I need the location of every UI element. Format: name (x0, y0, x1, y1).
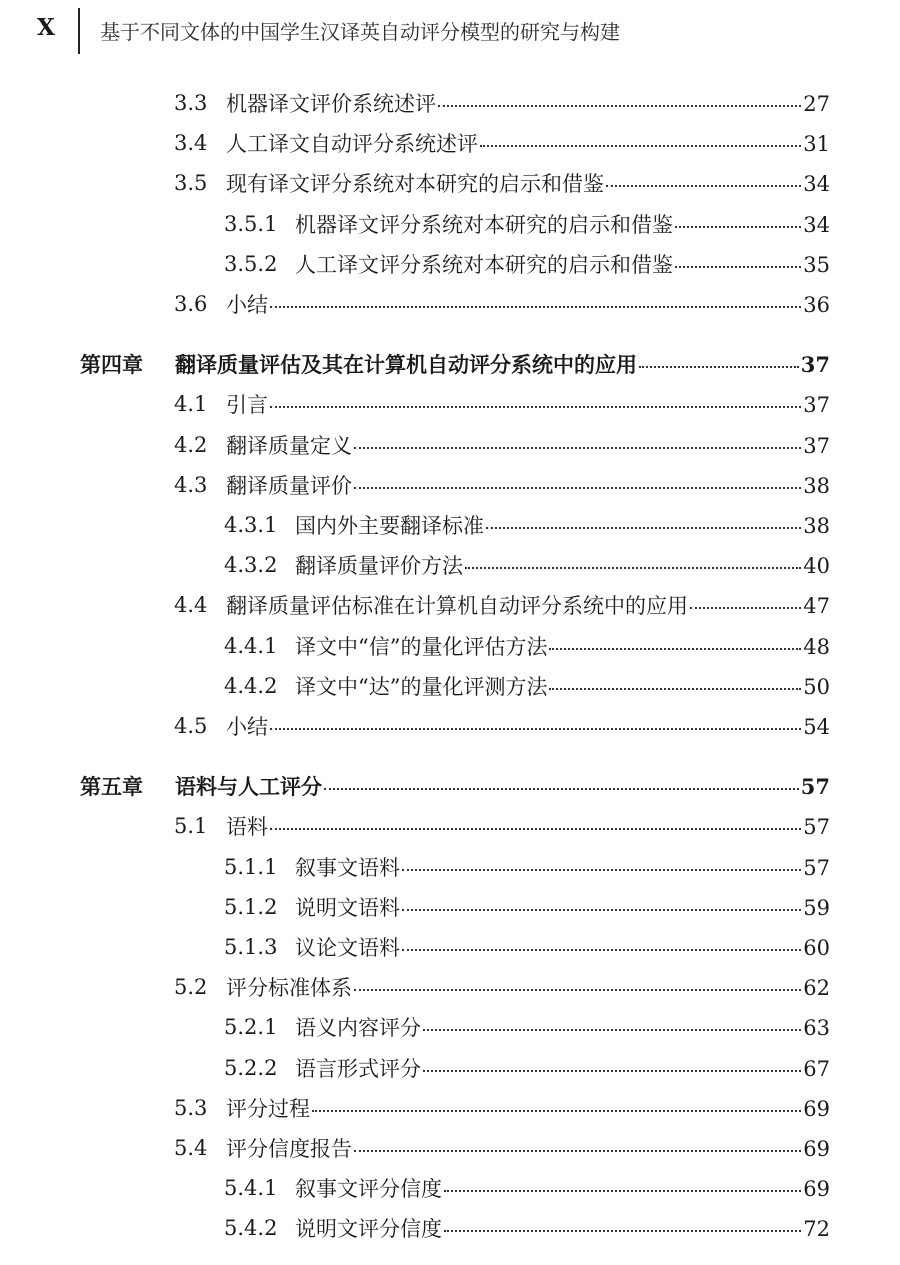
toc-entry-page: 69 (803, 1096, 830, 1121)
toc-entry-title: 现有译文评分系统对本研究的启示和借鉴 (226, 172, 604, 197)
toc-entry-row[interactable] (0, 1208, 900, 1248)
toc-entry-number: 4.3 (174, 472, 208, 497)
toc-entry-number: 3.5.1 (224, 211, 278, 236)
dot-leader (402, 949, 801, 951)
toc-entry-page: 69 (803, 1137, 830, 1161)
toc-entry-row[interactable] (0, 706, 900, 746)
toc-entry-page: 47 (803, 594, 830, 619)
dot-leader (270, 828, 801, 830)
toc-entry-body (226, 168, 830, 198)
toc-entry-body (295, 631, 830, 661)
toc-entry-number: 5.2 (174, 975, 208, 1000)
toc-entry-number: 5.1 (174, 814, 208, 839)
book-title: 基于不同文体的中国学生汉译英自动评分模型的研究与构建 (100, 20, 620, 44)
header-divider (78, 8, 80, 54)
toc-entry-body (175, 349, 830, 379)
toc-entry-title: 评分标准体系 (226, 976, 352, 1001)
dot-leader (675, 266, 801, 268)
toc-entry-title: 语言形式评分 (295, 1056, 421, 1081)
toc-entry-body (226, 1093, 830, 1123)
dot-leader (354, 487, 801, 489)
toc-entry-number: 5.2.1 (224, 1015, 278, 1040)
toc-entry-body (295, 249, 830, 279)
toc-entry-row[interactable] (0, 585, 900, 625)
toc-entry-title: 翻译质量评价方法 (295, 554, 463, 579)
dot-leader (270, 728, 801, 730)
toc-entry-row[interactable] (0, 887, 900, 927)
toc-entry-page: 48 (803, 634, 830, 659)
toc-entry-number: 3.4 (174, 131, 208, 156)
toc-entry-page: 59 (803, 895, 830, 920)
toc-chapter-row[interactable] (0, 344, 900, 384)
toc-entry-number: 第四章 (80, 352, 143, 378)
toc-entry-number: 4.4.1 (224, 633, 278, 658)
toc-entry-page: 60 (803, 936, 830, 960)
toc-entry-body (226, 711, 830, 741)
toc-entry-body (295, 1012, 830, 1042)
toc-entry-page: 62 (803, 976, 830, 1001)
toc-entry-row[interactable] (0, 204, 900, 244)
dot-leader (324, 788, 799, 790)
dot-leader (270, 406, 801, 408)
dot-leader (423, 1070, 801, 1072)
toc-entry-page: 34 (803, 212, 830, 237)
toc-entry-number: 5.3 (174, 1095, 208, 1120)
toc-entry-row[interactable] (0, 927, 900, 967)
toc-entry-body (295, 671, 830, 701)
toc-entry-page: 37 (800, 352, 830, 378)
toc-entry-page: 36 (803, 293, 830, 317)
toc-entry-title: 说明文语料 (295, 895, 400, 920)
toc-entry-row[interactable] (0, 626, 900, 666)
toc-entry-body (226, 590, 830, 620)
dot-leader (639, 366, 799, 368)
dot-leader (438, 105, 801, 107)
toc-entry-row[interactable] (0, 847, 900, 887)
toc-entry-body (295, 892, 830, 922)
dot-leader (465, 567, 801, 569)
dot-leader (354, 1150, 801, 1152)
toc-entry-number: 4.1 (174, 392, 208, 417)
toc-entry-title: 小结 (226, 293, 268, 317)
toc-entry-body (226, 289, 830, 319)
toc-entry-page: 31 (803, 132, 830, 157)
toc-entry-row[interactable] (0, 1168, 900, 1208)
toc-entry-number: 3.3 (174, 91, 208, 115)
toc-entry-body (226, 1133, 830, 1163)
toc-entry-row[interactable] (0, 545, 900, 585)
toc-entry-page: 57 (803, 815, 830, 840)
toc-entry-title: 人工译文自动评分系统述评 (226, 132, 478, 157)
toc-entry-body (226, 389, 830, 419)
toc-entry-number: 5.1.2 (224, 894, 278, 919)
toc-entry-title: 人工译文评分系统对本研究的启示和借鉴 (295, 252, 673, 277)
toc-entry-page: 37 (803, 433, 830, 458)
toc-entry-row[interactable] (0, 967, 900, 1007)
dot-leader (690, 607, 801, 609)
toc-entry-page: 50 (803, 674, 830, 699)
toc-entry-page: 38 (803, 514, 830, 538)
dot-leader (675, 226, 801, 228)
toc-entry-page: 35 (803, 252, 830, 277)
toc-entry-row[interactable] (0, 1128, 900, 1168)
toc-entry-row[interactable] (0, 244, 900, 284)
toc-entry-page: 72 (803, 1217, 830, 1242)
toc-entry-page: 67 (803, 1056, 830, 1081)
toc-entry-title: 引言 (226, 393, 268, 418)
toc-entry-row[interactable] (0, 1088, 900, 1128)
toc-entry-row[interactable] (0, 425, 900, 465)
toc-entry-number: 5.4.1 (224, 1176, 278, 1201)
toc-entry-page: 37 (803, 393, 830, 418)
toc-entry-number: 4.4 (174, 593, 208, 618)
dot-leader (423, 1029, 801, 1031)
dot-leader (606, 185, 801, 187)
toc-entry-title: 议论文语料 (295, 936, 400, 960)
toc-entry-number: 4.3.2 (224, 553, 278, 578)
toc-entry-body (295, 852, 830, 882)
toc-entry-page: 63 (803, 1016, 830, 1041)
toc-entry-body (295, 550, 830, 580)
dot-leader (444, 1190, 801, 1192)
toc-entry-row[interactable] (0, 1007, 900, 1047)
toc-entry-title: 语料与人工评分 (175, 774, 322, 800)
dot-leader (270, 306, 801, 308)
toc-entry-body (226, 88, 830, 118)
toc-entry-number: 4.5 (174, 714, 208, 738)
toc-entry-page: 27 (803, 92, 830, 116)
dot-leader (402, 909, 801, 911)
toc-entry-body (295, 510, 830, 540)
toc-entry-row[interactable] (0, 163, 900, 203)
toc-entry-body (226, 128, 830, 158)
dot-leader (312, 1110, 801, 1112)
toc-entry-title: 翻译质量评价 (226, 473, 352, 498)
toc-entry-number: 5.1.3 (224, 935, 278, 959)
toc-entry-number: 5.4.2 (224, 1216, 278, 1241)
dot-leader (354, 447, 801, 449)
toc-entry-page: 40 (803, 554, 830, 579)
toc-entry-body (226, 811, 830, 841)
toc-entry-row[interactable] (0, 384, 900, 424)
toc-entry-title: 翻译质量评估标准在计算机自动评分系统中的应用 (226, 594, 688, 619)
toc-entry-row[interactable] (0, 284, 900, 324)
toc-entry-title: 译文中“达”的量化评测方法 (295, 674, 548, 699)
toc-entry-title: 国内外主要翻译标准 (295, 514, 484, 538)
toc-entry-number: 4.4.2 (224, 673, 278, 698)
toc-entry-row[interactable] (0, 123, 900, 163)
toc-entry-body (226, 430, 830, 460)
toc-entry-number: 3.5.2 (224, 251, 278, 276)
toc-entry-title: 语义内容评分 (295, 1016, 421, 1041)
toc-entry-page: 54 (803, 715, 830, 739)
toc-entry-number: 第五章 (80, 774, 143, 800)
toc-entry-page: 57 (800, 774, 830, 800)
toc-entry-page: 38 (803, 473, 830, 498)
toc-entry-title: 叙事文语料 (295, 855, 400, 880)
toc-entry-row[interactable] (0, 83, 900, 123)
toc-entry-title: 语料 (226, 815, 268, 840)
toc-entry-number: 5.1.1 (224, 854, 278, 879)
toc-entry-title: 评分信度报告 (226, 1137, 352, 1161)
toc-entry-title: 评分过程 (226, 1096, 310, 1121)
toc-entry-page: 57 (803, 855, 830, 880)
toc-entry-number: 4.3.1 (224, 513, 278, 537)
toc-entry-body (295, 932, 830, 962)
toc-entry-row[interactable] (0, 505, 900, 545)
toc-entry-title: 说明文评分信度 (295, 1217, 442, 1242)
toc-entry-body (295, 1173, 830, 1203)
toc-entry-number: 3.5 (174, 171, 208, 196)
toc-entry-title: 小结 (226, 715, 268, 739)
toc-entry-title: 翻译质量评估及其在计算机自动评分系统中的应用 (175, 352, 637, 378)
toc-entry-number: 5.4 (174, 1136, 208, 1160)
toc-entry-body (295, 209, 830, 239)
dot-leader (549, 648, 801, 650)
toc-entry-number: 5.2.2 (224, 1055, 278, 1080)
toc-entry-page: 69 (803, 1177, 830, 1202)
dot-leader (549, 688, 801, 690)
toc-entry-body (175, 771, 830, 801)
toc-entry-body (295, 1053, 830, 1083)
toc-chapter-row[interactable] (0, 766, 900, 806)
toc-entry-number: 3.6 (174, 292, 208, 316)
toc-entry-row[interactable] (0, 465, 900, 505)
toc-entry-row[interactable] (0, 1048, 900, 1088)
dot-leader (402, 869, 801, 871)
toc-entry-row[interactable] (0, 806, 900, 846)
toc-entry-title: 叙事文评分信度 (295, 1177, 442, 1202)
page-header (0, 0, 900, 60)
page-number: X (37, 14, 56, 41)
toc-entry-page: 34 (803, 172, 830, 197)
toc-entry-body (226, 470, 830, 500)
dot-leader (444, 1230, 801, 1232)
toc-entry-title: 翻译质量定义 (226, 433, 352, 458)
toc-entry-title: 译文中“信”的量化评估方法 (295, 634, 548, 659)
toc-entry-title: 机器译文评价系统述评 (226, 92, 436, 116)
toc-entry-number: 4.2 (174, 432, 208, 457)
toc-entry-body (295, 1213, 830, 1243)
toc-entry-body (226, 972, 830, 1002)
toc-entry-row[interactable] (0, 666, 900, 706)
dot-leader (486, 527, 801, 529)
dot-leader (480, 145, 801, 147)
dot-leader (354, 989, 801, 991)
toc-entry-title: 机器译文评分系统对本研究的启示和借鉴 (295, 212, 673, 237)
